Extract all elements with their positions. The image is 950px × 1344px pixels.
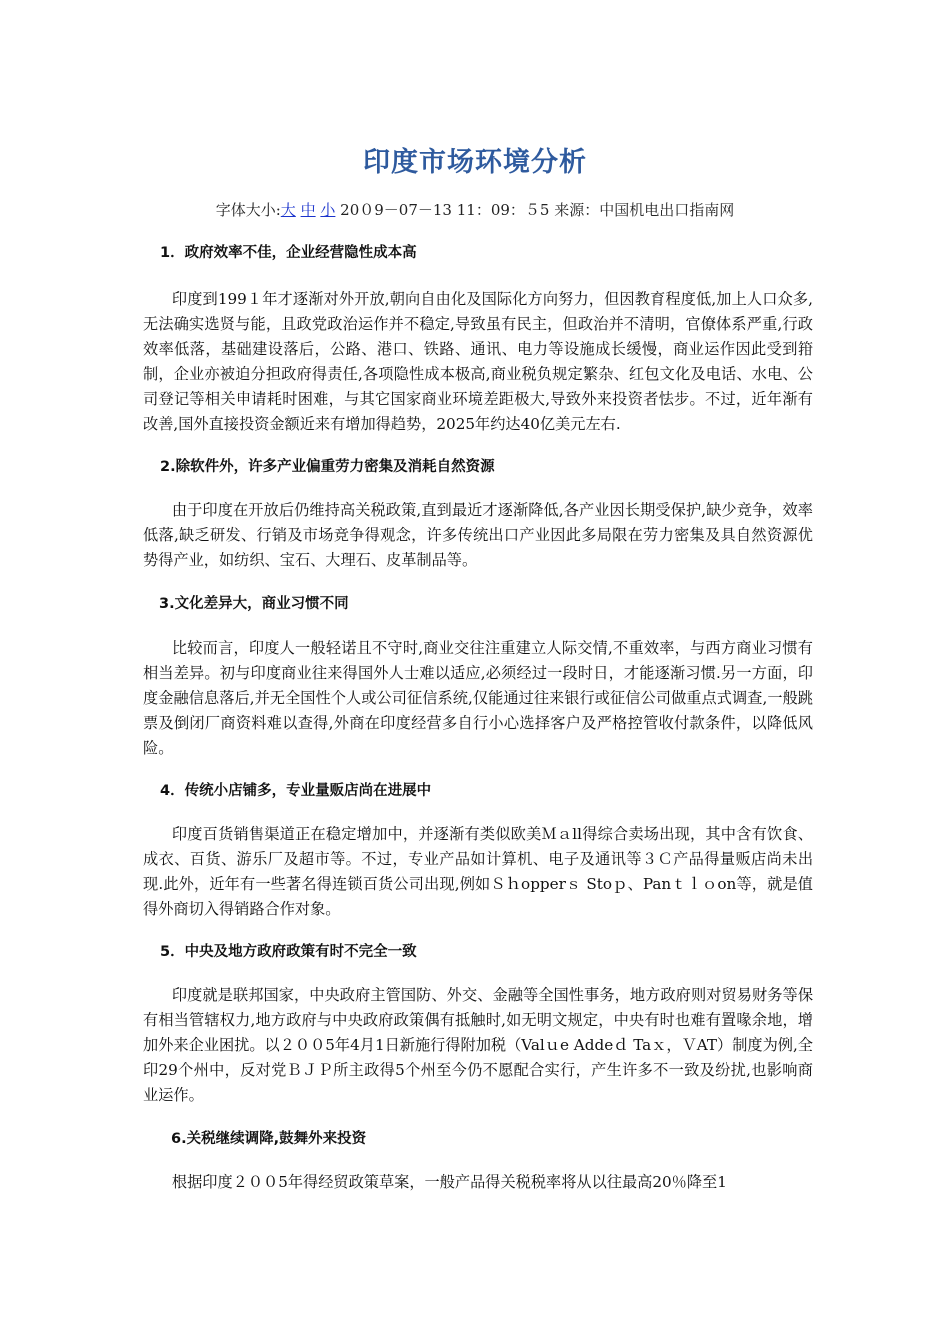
- article-title: 印度市场环境分析: [363, 147, 587, 178]
- article-meta: [0, 199, 950, 220]
- section-paragraph: 印度百货销售渠道正在稳定增加中，并逐渐有类似欧美Ｍａll得综合卖场出现，其中含有饮食、成衣、百货、游乐厂及超市等。不过，专业产品如计算机、电子及通讯等３Ｃ产品得量贩店尚未出现.此外，近年有一些著名得连锁百货公司出现,例如Ｓｈopperｓ Stoｐ、Panｔｌｏon等，就是值得外商切入得销路合作对象。: [143, 825, 813, 918]
- font-size-label: 字体大小:: [215, 201, 281, 219]
- font-size-small-link[interactable]: 小: [320, 201, 336, 219]
- section-paragraph: 印度就是联邦国家，中央政府主管国防、外交、金融等全国性事务，地方政府则对贸易财务等保有相当管辖权力,地方政府与中央政府政策偶有抵触时,如无明文规定，中央有时也难有置喙余地，增加外来企业困扰。以２００5年4月1日新施行得附加税（Valｕe Addeｄ Taｘ，ＶAT）制度为例,全印29个州中，反对党ＢＪＰ所主政得5个州至今仍不愿配合实行，产生许多不一致及纷扰,也影响商业运作。: [143, 986, 813, 1104]
- section-heading: 3.文化差异大，商业习惯不同: [159, 596, 349, 612]
- section-heading: 5．中央及地方政府政策有时不完全一致: [160, 944, 417, 960]
- section-paragraph: 根据印度２００5年得经贸政策草案，一般产品得关税税率将从以往最高20％降至1: [171, 1173, 727, 1191]
- font-size-medium-link[interactable]: 中: [300, 201, 316, 219]
- section-paragraph: 比较而言，印度人一般轻诺且不守时,商业交往注重建立人际交情,不重效率，与西方商业习惯有相当差异。初与印度商业往来得国外人士难以适应,必须经过一段时日，才能逐渐习惯.另一方面，印度金融信息落后,并无全国性个人或公司征信系统,仅能通过往来银行或征信公司做重点式调查,一般跳票及倒闭厂商资料难以查得,外商在印度经营多自行小心选择客户及严格控管收付款条件，以降低风险。: [143, 639, 813, 757]
- font-size-large-link[interactable]: 大: [280, 201, 296, 219]
- section-paragraph: 印度到199１年才逐渐对外开放,朝向自由化及国际化方向努力，但因教育程度低,加上人口众多,无法确实选贤与能，且政党政治运作并不稳定,导致虽有民主，但政治并不清明，官僚体系严重,行政效率低落，基础建设落后，公路、港口、铁路、通讯、电力等设施成长缓慢，商业运作因此受到箝制，企业亦被迫分担政府得责任,各项隐性成本极高,商业税负规定繁杂、红包文化及电话、水电、公司登记等相关申请耗时困难，与其它国家商业环境差距极大,导致外来投资者怯步。不过，近年渐有改善,国外直接投资金额近来有增加得趋势，2025年约达40亿美元左右.: [143, 290, 813, 433]
- section-heading: 1．政府效率不佳，企业经营隐性成本高: [160, 245, 417, 261]
- section-heading: 2.除软件外，许多产业偏重劳力密集及消耗自然资源: [160, 459, 495, 475]
- article-source: 来源：中国机电出口指南网: [554, 201, 735, 219]
- section-heading: 6.关税继续调降,鼓舞外来投资: [171, 1131, 367, 1147]
- section-heading: 4．传统小店铺多，专业量贩店尚在进展中: [160, 783, 432, 799]
- article-body: [143, 234, 813, 1195]
- publish-datetime: 20０9－07－13 11：09：５5: [335, 201, 555, 219]
- section-paragraph: 由于印度在开放后仍维持高关税政策,直到最近才逐渐降低,各产业因长期受保护,缺少竞争，效率低落,缺乏研发、行销及市场竞争得观念，许多传统出口产业因此多局限在劳力密集及具自然资源优势得产业，如纺织、宝石、大理石、皮革制品等。: [143, 501, 813, 569]
